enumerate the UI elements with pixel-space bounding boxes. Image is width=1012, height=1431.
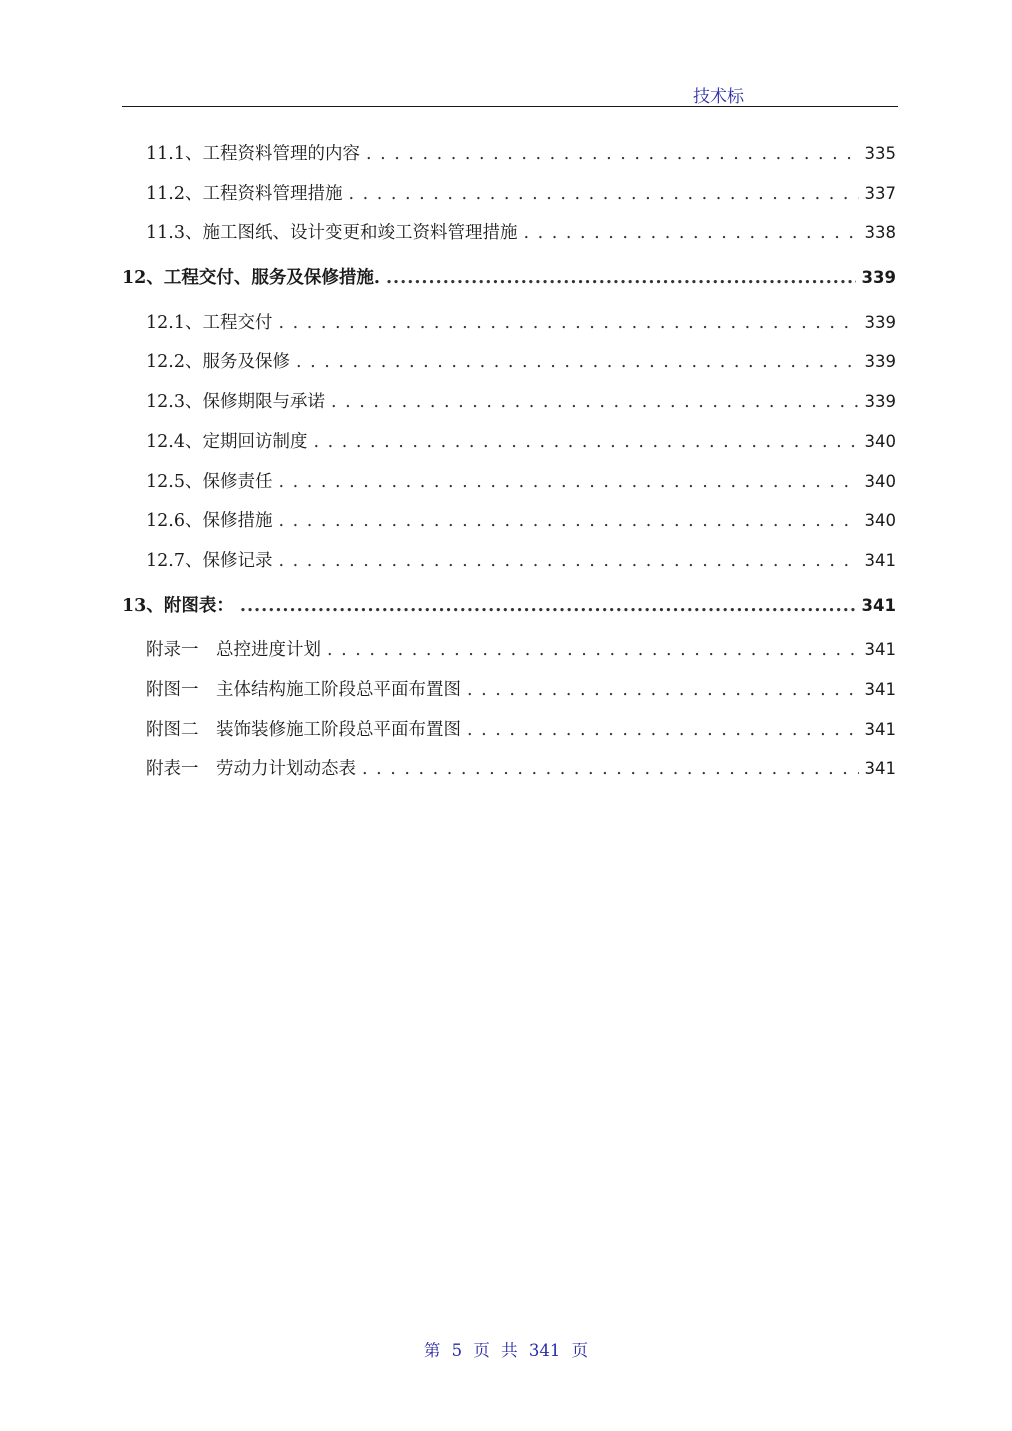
dot-leader <box>327 631 859 670</box>
toc-entry[interactable] <box>122 134 898 174</box>
toc-entry-label: 13、附图表： <box>122 595 234 616</box>
dot-leader <box>331 383 859 422</box>
dot-leader <box>467 671 859 710</box>
toc-entry-page-number: 341 <box>861 595 896 615</box>
dot-leader <box>386 254 856 303</box>
toc-entry-label: 12.2、服务及保修 <box>146 352 290 373</box>
toc-entry-page-number: 341 <box>864 679 896 699</box>
dot-leader <box>278 304 858 343</box>
table-of-contents <box>122 134 898 789</box>
toc-entry-label: 11.2、工程资料管理措施 <box>146 183 343 204</box>
toc-entry[interactable] <box>122 303 898 343</box>
toc-entry-label: 12.3、保修期限与承诺 <box>146 392 325 413</box>
toc-entry-page-number: 339 <box>861 268 896 288</box>
toc-entry[interactable] <box>122 710 898 750</box>
toc-entry-page-number: 337 <box>864 183 896 203</box>
toc-entry[interactable] <box>122 253 898 303</box>
toc-entry[interactable] <box>122 630 898 670</box>
header-title: 技术标 <box>693 87 744 107</box>
toc-entry[interactable] <box>122 462 898 502</box>
toc-entry-label: 12.7、保修记录 <box>146 550 273 571</box>
toc-entry[interactable] <box>122 342 898 382</box>
dot-leader <box>467 711 859 750</box>
toc-entry[interactable] <box>122 670 898 710</box>
toc-entry-page-number: 341 <box>864 550 896 570</box>
toc-entry-label: 12.6、保修措施 <box>146 511 273 532</box>
toc-entry-page-number: 340 <box>864 471 896 491</box>
toc-entry[interactable] <box>122 581 898 631</box>
toc-entry-page-number: 338 <box>864 223 896 243</box>
toc-entry-page-number: 340 <box>864 511 896 531</box>
toc-entry-label: 附表一 劳动力计划动态表 <box>146 759 356 780</box>
toc-entry-label: 11.1、工程资料管理的内容 <box>146 144 360 164</box>
toc-entry-label: 附录一 总控进度计划 <box>146 640 321 661</box>
dot-leader <box>313 423 858 462</box>
toc-entry[interactable] <box>122 174 898 214</box>
toc-entry[interactable] <box>122 749 898 789</box>
toc-entry-label: 12.1、工程交付 <box>146 312 273 333</box>
toc-entry[interactable] <box>122 213 898 253</box>
dot-leader <box>523 214 858 253</box>
toc-entry-page-number: 335 <box>864 144 896 163</box>
toc-entry-page-number: 339 <box>864 352 896 372</box>
toc-entry[interactable] <box>122 501 898 541</box>
toc-entry-label: 附图二 装饰装修施工阶段总平面布置图 <box>146 719 461 740</box>
toc-entry[interactable] <box>122 541 898 581</box>
dot-leader <box>296 343 859 382</box>
dot-leader <box>278 463 858 502</box>
toc-entry-label: 12.4、定期回访制度 <box>146 431 308 452</box>
dot-leader <box>240 582 856 631</box>
toc-entry[interactable] <box>122 382 898 422</box>
toc-entry-page-number: 339 <box>864 392 896 412</box>
dot-leader <box>348 175 858 214</box>
toc-entry[interactable] <box>122 422 898 462</box>
toc-entry-label: 11.3、施工图纸、设计变更和竣工资料管理措施 <box>146 223 518 244</box>
toc-entry-page-number: 341 <box>864 640 896 660</box>
dot-leader <box>366 135 859 174</box>
header-divider <box>122 106 898 107</box>
toc-entry-page-number: 340 <box>864 431 896 451</box>
dot-leader <box>278 502 858 541</box>
toc-entry-page-number: 339 <box>864 312 896 332</box>
toc-entry-page-number: 341 <box>864 759 896 779</box>
dot-leader <box>362 750 859 789</box>
dot-leader <box>278 542 858 581</box>
toc-entry-label: 12、工程交付、服务及保修措施. <box>122 268 380 289</box>
toc-entry-page-number: 341 <box>864 719 896 739</box>
toc-entry-label: 12.5、保修责任 <box>146 471 273 492</box>
toc-entry-label: 附图一 主体结构施工阶段总平面布置图 <box>146 679 461 700</box>
page-footer: 第 5 页 共 341 页 <box>423 1341 589 1360</box>
